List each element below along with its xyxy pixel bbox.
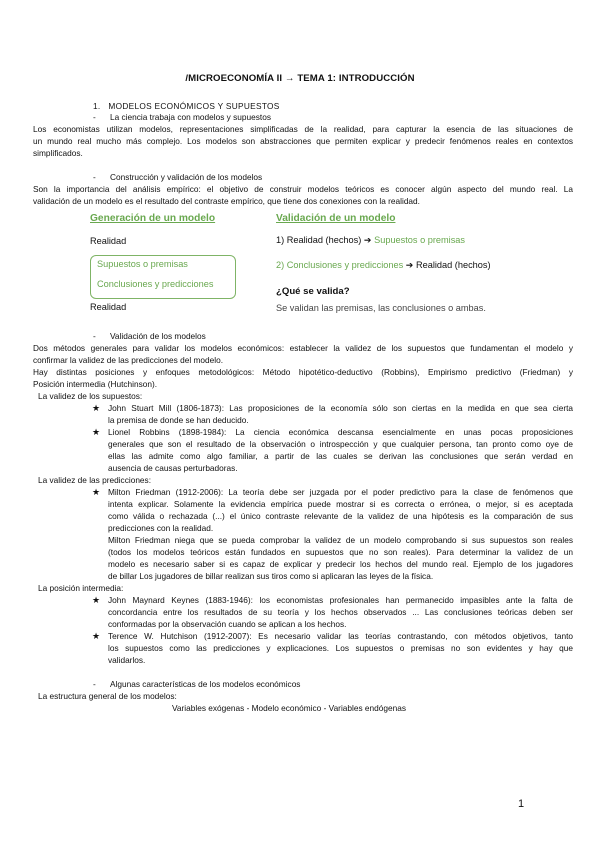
robbins-line: ellas las admite como algo familiar, a partir de las cuales se derivan las conclusiones que serán verdad en [108,451,573,461]
friedman-line: de billar Los jugadores de billar realizan sus tiros como si aplicaran las leyes de la física. [108,571,434,581]
star-bullet-icon: ★ [92,631,101,641]
star-bullet-icon: ★ [92,427,101,437]
estructura-label: La estructura general de los modelos: [38,691,177,701]
page-title: /MICROECONOMÍA II → TEMA 1: INTRODUCCIÓN [185,73,415,84]
robbins-line: ausencia de causas perturbadoras. [108,463,238,473]
mill-line: la premisa de donde se han deducido. [108,415,249,425]
page-number: 1 [518,798,525,810]
hutchison-line: los supuestos como las predicciones y explicaciones. Los supuestos o premisas no son evidentes y hay que [108,643,573,653]
supuestos-label: La validez de los supuestos: [38,391,143,401]
friedman-line: Milton Friedman niega que se pueda comprobar la validez de un modelo comprobando si sus supuestos son reales [108,535,573,545]
subheading-ciencia: - La ciencia trabaja con modelos y supuestos [93,112,271,122]
robbins-line: generales que son el resultado de la observación o introspección y que cualquier persona, tan pronto como oye de [108,439,573,449]
keynes-line: concordancia entre los resultados de su teoría y los hechos observados ... Las conclusiones teóricas deben ser [108,607,573,617]
realidad-top: Realidad [90,236,127,246]
paragraph-line: confirmar la validez de las predicciones del modelo. [33,355,224,365]
friedman-line: intenta explicar. Solamente la evidencia empírica puede mostrar si es correcta o errónea, o mejor, si es aceptada [108,499,573,509]
generacion-heading: Generación de un modelo [90,213,216,224]
star-bullet-icon: ★ [92,403,101,413]
robbins-line: Lionel Robbins (1898-1984): La ciencia económica descansa esencialmente en unas pocas proposiciones [108,427,573,437]
question-answer: Se validan las premisas, las conclusiones o ambas. [276,303,486,313]
question-heading: ¿Qué se valida? [276,286,350,297]
paragraph-line: simplificados. [33,148,83,158]
hutchison-line: validarlos. [108,655,146,665]
paragraph-line: Posición intermedia (Hutchinson). [33,379,158,389]
star-bullet-icon: ★ [92,595,101,605]
keynes-line: conformadas por la observación cuando se aplican a los hechos. [108,619,347,629]
mill-line: John Stuart Mill (1806-1873): Las proposiciones de la economía sólo son ciertas en la medida en que sea cierta [108,403,573,413]
friedman-line: predicciones con la realidad. [108,523,214,533]
friedman-line: como válida o rechazada (...) el único contraste relevante de la validez de una hipótesis es la comparación de sus [108,511,573,521]
friedman-line: (todos los modelos teóricos están fundados en supuestos que no son reales). Para determinar la validez de un [108,547,573,557]
section-heading [93,101,280,113]
subheading-construccion: - Construcción y validación de los modelos [93,172,263,182]
friedman-line: Milton Friedman (1912-2006): La teoría debe ser juzgada por el poder predictivo para la clase de fenómenos que [108,487,573,497]
section-number: 1. [93,101,101,111]
validation-step-2: 2) Conclusiones y predicciones ➔ Realidad (hechos) [276,260,491,270]
paragraph-line: un mundo real mucho más complejo. Los modelos son abstracciones que permiten explicar y predecir fenómenos reales en contextos [33,136,573,146]
conclusiones-text: Conclusiones y predicciones [97,279,214,289]
supuestos-text: Supuestos o premisas [97,259,188,269]
friedman-line: modelo es necesario saber si es capaz de explicar y predecir los hechos del mundo real. Ejemplo de los jugadores [108,559,573,569]
paragraph-line: Son la importancia del análisis empírico: el objetivo de construir modelos teóricos es conocer algún aspecto del mundo real. La [33,184,573,194]
hutchison-line: Terence W. Hutchison (1912-2007): Es necesario validar las teorías contrastando, con métodos objetivos, tanto [108,631,573,641]
subheading-caracteristicas: - Algunas características de los modelos económicos [93,679,301,689]
intermedia-label: La posición intermedia: [38,583,124,593]
paragraph-line: Los economistas utilizan modelos, representaciones simplificadas de la realidad, para capturar la esencia de las situaciones de [33,124,573,134]
validacion-heading: Validación de un modelo [276,213,396,224]
star-bullet-icon: ★ [92,487,101,497]
realidad-bottom: Realidad [90,302,127,312]
predicciones-label: La validez de las predicciones: [38,475,151,485]
keynes-line: John Maynard Keynes (1883-1946): los economistas profesionales han permanecido impasibles ante la falta de [108,595,573,605]
subheading-validacion: - Validación de los modelos [93,331,206,341]
variables-line: Variables exógenas - Modelo económico - Variables endógenas [172,703,406,713]
section-title: MODELOS ECONÓMICOS Y SUPUESTOS [108,101,280,111]
paragraph-line: Dos métodos generales para validar los modelos económicos: establecer la validez de los supuestos que fundamentan el modelo y [33,343,573,353]
paragraph-line: Hay distintas posiciones y enfoques metodológicos: Método hipotético-deductivo (Robbins), Empirismo predictivo (Friedman) y [33,367,573,377]
validation-step-1: 1) Realidad (hechos) ➔ Supuestos o premisas [276,235,465,245]
paragraph-line: validación de un modelo es el resultado del contraste empírico, que tiene dos conexiones con la realidad. [33,196,420,206]
